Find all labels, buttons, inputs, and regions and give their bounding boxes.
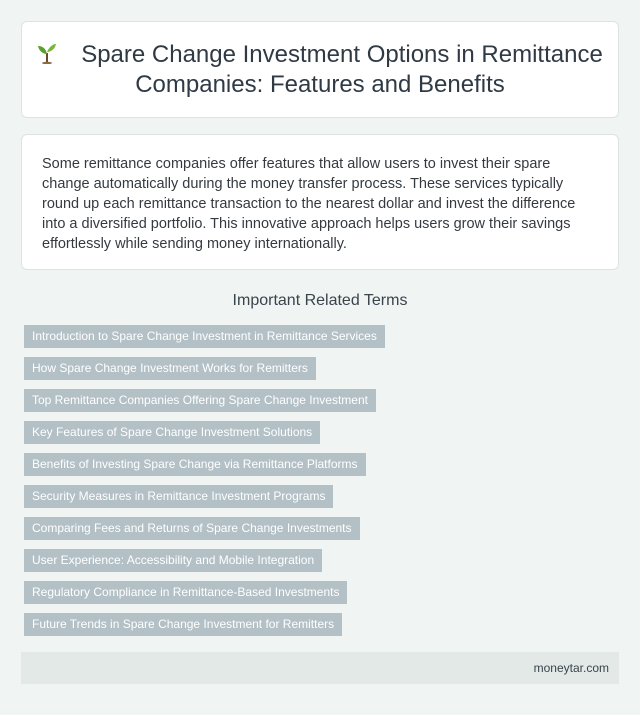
term-tag[interactable]: Benefits of Investing Spare Change via Remittance Platforms	[24, 453, 366, 476]
page-title-text: Spare Change Investment Options in Remittance Companies: Features and Benefits	[81, 40, 603, 98]
term-tag[interactable]: Introduction to Spare Change Investment in Remittance Services	[24, 325, 385, 348]
term-tag[interactable]: Regulatory Compliance in Remittance-Based Investments	[24, 581, 347, 604]
footer-site-label: moneytar.com	[533, 661, 609, 675]
term-tag[interactable]: Security Measures in Remittance Investment Programs	[24, 485, 333, 508]
intro-text: Some remittance companies offer features that allow users to invest their spare change automatically during the money transfer process. These services typically round up each remittance transaction to the nearest dollar and invest the difference into a diversified portfolio. This innovative approach helps users grow their savings effortlessly while sending money internationally.	[42, 156, 576, 252]
term-tag[interactable]: Key Features of Spare Change Investment Solutions	[24, 421, 320, 444]
term-tag[interactable]: Future Trends in Spare Change Investment for Remitters	[24, 613, 342, 636]
intro-card	[21, 134, 619, 270]
title-card	[21, 21, 619, 118]
related-terms-list	[24, 325, 620, 645]
term-tag[interactable]: How Spare Change Investment Works for Remitters	[24, 357, 316, 380]
footer	[21, 652, 619, 684]
term-tag[interactable]: User Experience: Accessibility and Mobile Integration	[24, 549, 322, 572]
term-tag[interactable]: Top Remittance Companies Offering Spare Change Investment	[24, 389, 376, 412]
page-title	[22, 40, 618, 100]
sprout-icon	[37, 42, 57, 64]
term-tag[interactable]: Comparing Fees and Returns of Spare Change Investments	[24, 517, 360, 540]
related-terms-heading: Important Related Terms	[232, 292, 408, 309]
